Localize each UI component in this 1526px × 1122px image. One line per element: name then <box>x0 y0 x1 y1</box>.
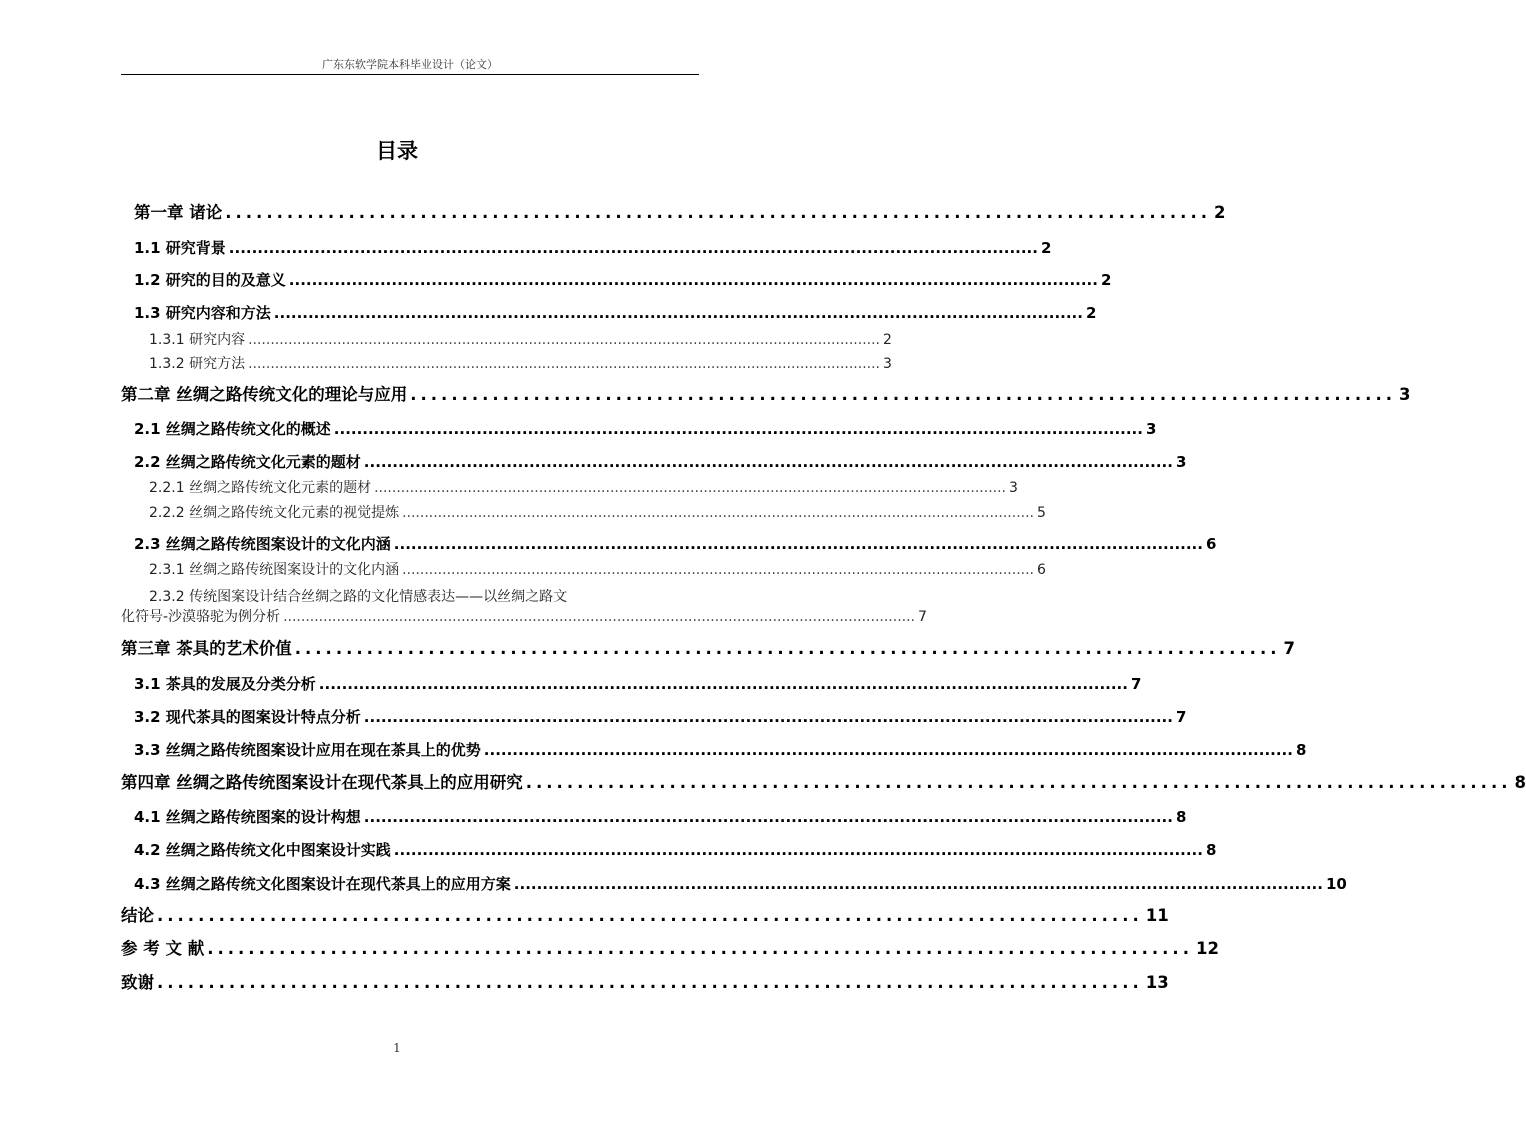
page-header: 广东东软学院本科毕业设计（论文） <box>322 58 498 71</box>
toc-entry-chapter-2[interactable] <box>121 385 1411 404</box>
toc-entry-label: 2.2.1 丝绸之路传统文化元素的题材 <box>149 480 372 496</box>
toc-entry-references[interactable] <box>121 939 1219 958</box>
toc-entry-page: 8 <box>1295 741 1307 759</box>
toc-entry-subsection[interactable] <box>149 332 892 348</box>
toc-entry-label: 第三章 茶具的艺术价值 <box>121 639 292 658</box>
toc-entry-label: 1.1 研究背景 <box>134 239 226 257</box>
dot-leader: .............................................................................................................................................. <box>228 239 1038 257</box>
toc-entry-section[interactable] <box>134 304 1097 322</box>
dot-leader: .............................................................................................................................................. <box>393 535 1203 553</box>
toc-entry-page: 13 <box>1145 973 1169 992</box>
toc-entry-page: 2 <box>883 332 892 348</box>
dot-leader: .............................................................................................................................................. <box>333 420 1143 438</box>
toc-entry-section[interactable] <box>134 741 1307 759</box>
dot-leader: ................................................................................................ <box>207 939 1193 958</box>
toc-entry-label: 2.3 丝绸之路传统图案设计的文化内涵 <box>134 535 391 553</box>
toc-entry-page: 3 <box>1398 385 1411 404</box>
toc-entry-page: 3 <box>883 356 892 372</box>
toc-entry-label: 化符号-沙漠骆驼为例分析 <box>121 609 281 625</box>
toc-entry-section[interactable] <box>134 708 1187 726</box>
toc-entry-label: 2.2.2 丝绸之路传统文化元素的视觉提炼 <box>149 505 400 521</box>
toc-entry-page: 6 <box>1205 535 1217 553</box>
toc-entry-page: 8 <box>1175 808 1187 826</box>
toc-entry-label: 4.2 丝绸之路传统文化中图案设计实践 <box>134 841 391 859</box>
dot-leader: .............................................................................................................................................. <box>288 271 1098 289</box>
toc-entry-label: 第四章 丝绸之路传统图案设计在现代茶具上的应用研究 <box>121 773 523 792</box>
toc-entry-label: 第二章 丝绸之路传统文化的理论与应用 <box>121 385 408 404</box>
toc-entry-page: 12 <box>1195 939 1219 958</box>
toc-entry-page: 2 <box>1040 239 1052 257</box>
toc-entry-label: 致谢 <box>121 973 154 992</box>
toc-entry-label: 参 考 文 献 <box>121 939 205 958</box>
toc-entry-subsection[interactable] <box>121 609 927 625</box>
toc-entry-page: 2 <box>1213 203 1226 222</box>
toc-entry-page: 2 <box>1085 304 1097 322</box>
toc-entry-page: 3 <box>1175 453 1187 471</box>
toc-entry-section[interactable] <box>134 239 1052 257</box>
dot-leader: ................................................................................................ <box>410 385 1396 404</box>
header-rule <box>121 74 699 75</box>
toc-entry-label: 3.2 现代茶具的图案设计特点分析 <box>134 708 361 726</box>
toc-entry-page: 7 <box>1130 675 1142 693</box>
toc-entry-section[interactable] <box>134 420 1157 438</box>
toc-entry-subsection[interactable] <box>149 356 892 372</box>
toc-entry-wrapped-line[interactable]: 2.3.2 传统图案设计结合丝绸之路的文化情感表达——以丝绸之路文 <box>149 589 568 605</box>
toc-entry-page: 3 <box>1145 420 1157 438</box>
toc-entry-label: 2.2 丝绸之路传统文化元素的题材 <box>134 453 361 471</box>
dot-leader: ................................................................................................ <box>157 906 1143 925</box>
toc-entry-page: 8 <box>1514 773 1526 792</box>
toc-entry-chapter-3[interactable] <box>121 639 1295 658</box>
toc-entry-page: 10 <box>1325 875 1347 893</box>
toc-entry-label: 2.3.1 丝绸之路传统图案设计的文化内涵 <box>149 562 400 578</box>
toc-entry-label: 1.3 研究内容和方法 <box>134 304 271 322</box>
toc-entry-label: 3.3 丝绸之路传统图案设计应用在现在茶具上的优势 <box>134 741 481 759</box>
toc-entry-subsection[interactable] <box>149 480 1018 496</box>
toc-entry-section[interactable] <box>134 453 1187 471</box>
toc-entry-label: 第一章 诸论 <box>134 203 223 222</box>
toc-entry-chapter-4[interactable] <box>121 773 1526 792</box>
toc-entry-page: 6 <box>1037 562 1046 578</box>
toc-entry-section[interactable] <box>134 808 1187 826</box>
dot-leader: .............................................................................................................................................. <box>248 356 881 372</box>
toc-entry-label: 4.1 丝绸之路传统图案的设计构想 <box>134 808 361 826</box>
dot-leader: ................................................................................................ <box>525 773 1512 792</box>
toc-entry-subsection[interactable] <box>149 562 1046 578</box>
dot-leader: .............................................................................................................................................. <box>363 453 1173 471</box>
toc-entry-section[interactable] <box>134 875 1347 893</box>
dot-leader: .............................................................................................................................................. <box>363 708 1173 726</box>
dot-leader: .............................................................................................................................................. <box>248 332 881 348</box>
toc-entry-page: 2 <box>1100 271 1112 289</box>
dot-leader: ................................................................................................ <box>294 639 1281 658</box>
dot-leader: .............................................................................................................................................. <box>374 480 1007 496</box>
toc-entry-label: 1.3.1 研究内容 <box>149 332 246 348</box>
dot-leader: .............................................................................................................................................. <box>513 875 1323 893</box>
toc-entry-acknowledgements[interactable] <box>121 973 1169 992</box>
toc-entry-page: 7 <box>918 609 927 625</box>
dot-leader: .............................................................................................................................................. <box>483 741 1293 759</box>
toc-entry-label: 1.3.2 研究方法 <box>149 356 246 372</box>
toc-entry-page: 7 <box>1283 639 1295 658</box>
toc-entry-section[interactable] <box>134 841 1217 859</box>
dot-leader: ................................................................................................ <box>157 973 1143 992</box>
toc-title: 目录 <box>376 139 418 163</box>
toc-entry-page: 8 <box>1205 841 1217 859</box>
toc-entry-label: 1.2 研究的目的及意义 <box>134 271 286 289</box>
dot-leader: ................................................................................................ <box>225 203 1211 222</box>
toc-entry-page: 7 <box>1175 708 1187 726</box>
dot-leader: .............................................................................................................................................. <box>283 609 915 625</box>
dot-leader: .............................................................................................................................................. <box>393 841 1203 859</box>
dot-leader: .............................................................................................................................................. <box>363 808 1173 826</box>
dot-leader: .............................................................................................................................................. <box>273 304 1083 322</box>
dot-leader: .............................................................................................................................................. <box>402 505 1035 521</box>
toc-entry-section[interactable] <box>134 271 1112 289</box>
toc-entry-label: 3.1 茶具的发展及分类分析 <box>134 675 316 693</box>
page-number: 1 <box>393 1041 401 1055</box>
dot-leader: .............................................................................................................................................. <box>402 562 1035 578</box>
toc-entry-conclusion[interactable] <box>121 906 1169 925</box>
toc-entry-page: 5 <box>1037 505 1046 521</box>
toc-entry-subsection[interactable] <box>149 505 1046 521</box>
toc-entry-chapter-1[interactable] <box>134 203 1226 222</box>
toc-entry-label: 4.3 丝绸之路传统文化图案设计在现代茶具上的应用方案 <box>134 875 511 893</box>
dot-leader: .............................................................................................................................................. <box>318 675 1128 693</box>
toc-entry-section[interactable] <box>134 675 1142 693</box>
toc-entry-label: 结论 <box>121 906 154 925</box>
toc-entry-section[interactable] <box>134 535 1217 553</box>
toc-entry-label: 2.1 丝绸之路传统文化的概述 <box>134 420 331 438</box>
toc-entry-page: 3 <box>1009 480 1018 496</box>
toc-entry-page: 11 <box>1145 906 1169 925</box>
